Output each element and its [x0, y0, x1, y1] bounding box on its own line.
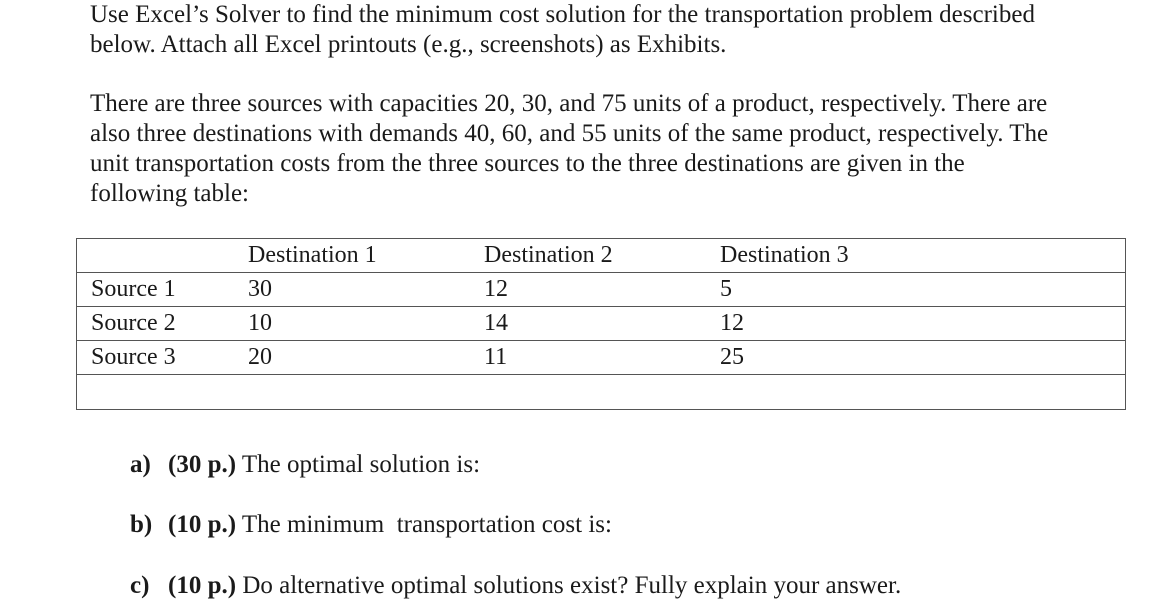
question-c — [130, 571, 901, 601]
table-row — [77, 341, 1126, 375]
header-destination-2: Destination 2 — [484, 239, 720, 273]
transportation-cost-table — [76, 238, 1126, 410]
question-b-points: (10 p.) — [168, 511, 237, 538]
cost-cell: 10 — [248, 307, 484, 341]
row-label-source-2: Source 2 — [77, 307, 249, 341]
question-b — [130, 510, 612, 540]
problem-line-1: There are three sources with capacities 20, 30, and 75 units of a product, respectively. There are — [90, 90, 1048, 117]
table-row — [77, 307, 1126, 341]
question-c-letter: c) — [130, 572, 150, 599]
table-header-row — [77, 239, 1126, 273]
problem-line-3: unit transportation costs from the three sources to the three destinations are given in the — [90, 150, 965, 177]
question-a-letter: a) — [130, 451, 151, 478]
question-b-text: The minimum transportation cost is: — [236, 511, 612, 538]
table-row — [77, 273, 1126, 307]
header-corner-cell — [77, 239, 249, 273]
row-label-source-1: Source 1 — [77, 273, 249, 307]
question-c-text: Do alternative optimal solutions exist? Fully explain your answer. — [236, 572, 902, 599]
question-a — [130, 450, 480, 480]
cost-cell: 20 — [248, 341, 484, 375]
cost-cell: 14 — [484, 307, 720, 341]
cost-cell: 5 — [720, 273, 1126, 307]
cost-cell: 11 — [484, 341, 720, 375]
cost-cell: 12 — [720, 307, 1126, 341]
question-c-points: (10 p.) — [168, 572, 237, 599]
question-b-letter: b) — [130, 511, 153, 538]
cost-cell: 12 — [484, 273, 720, 307]
header-destination-1: Destination 1 — [248, 239, 484, 273]
problem-line-2: also three destinations with demands 40, 60, and 55 units of the same product, respectively. The — [90, 120, 1049, 147]
instructions-line-2: below. Attach all Excel printouts (e.g., screenshots) as Exhibits. — [90, 31, 727, 58]
question-a-points: (30 p.) — [168, 451, 237, 478]
question-a-text: The optimal solution is: — [236, 451, 481, 478]
cost-cell: 30 — [248, 273, 484, 307]
problem-description — [90, 89, 1048, 209]
empty-cell — [77, 375, 1126, 410]
cost-cell: 25 — [720, 341, 1126, 375]
instructions-line-1: Use Excel’s Solver to find the minimum cost solution for the transportation problem described — [90, 1, 1035, 28]
empty-table-row — [77, 375, 1126, 410]
problem-line-4: following table: — [90, 180, 249, 207]
header-destination-3: Destination 3 — [720, 239, 1126, 273]
row-label-source-3: Source 3 — [77, 341, 249, 375]
instructions-paragraph — [90, 0, 1035, 60]
